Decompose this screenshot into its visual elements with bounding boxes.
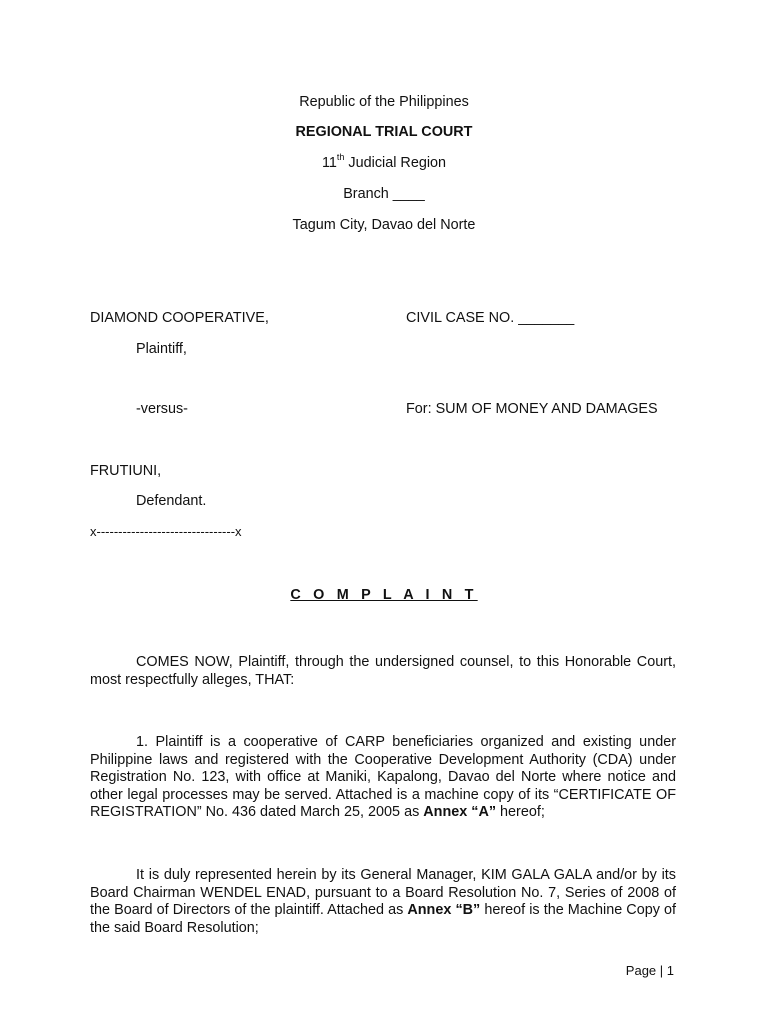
page-number: Page | 1	[625, 963, 674, 978]
complaint-title	[0, 587, 768, 603]
paragraph-2-text: It is duly represented herein by its General Manager, KIM GALA GALA and/or by its Board Chairman WENDEL ENAD, pursuant to a Board Resolution No. 7, Series of 2008 of the Board of Directors of the plaintiff. Attached as	[90, 867, 676, 919]
defendant-label: Defendant.	[136, 493, 207, 509]
plaintiff-label: Plaintiff,	[136, 341, 187, 357]
court-name: REGIONAL TRIAL COURT	[295, 124, 473, 140]
paragraph-2	[90, 867, 676, 937]
paragraph-1	[90, 734, 676, 822]
case-nature: For: SUM OF MONEY AND DAMAGES	[406, 401, 658, 417]
versus-label: -versus-	[136, 401, 188, 417]
intro-text: COMES NOW, Plaintiff, through the undersigned counsel, to this Honorable Court, most respectfully alleges, THAT:	[90, 654, 676, 688]
region-text: Judicial Region	[344, 155, 447, 171]
branch-line: Branch ____	[343, 186, 425, 202]
paragraph-1-end: hereof;	[496, 804, 545, 821]
intro-paragraph	[90, 654, 676, 689]
caption-separator: x--------------------------------x	[90, 524, 242, 539]
republic-line: Republic of the Philippines	[299, 94, 469, 110]
annex-a-label: Annex “A”	[423, 804, 497, 821]
paragraph-1-text: 1. Plaintiff is a cooperative of CARP beneficiaries organized and existing under Philippine laws and registered with the Cooperative Development Authority (CDA) under Registration No. 123, with office at Maniki, Kapalong, Davao del Norte where notice and other legal processes may be served. Attached is a machine copy of its “CERTIFICATE OF REGISTRATION” No. 436 dated March 25, 2005 as	[90, 734, 676, 821]
complaint-title-text: C O M P L A I N T	[290, 587, 478, 603]
region-suffix: th	[336, 152, 345, 163]
paragraph-2-end: hereof is the Machine Copy of the said Board Resolution;	[90, 902, 676, 936]
plaintiff-name: DIAMOND COOPERATIVE,	[90, 310, 269, 326]
region-number: 11	[321, 155, 337, 171]
city-line: Tagum City, Davao del Norte	[292, 217, 476, 233]
judicial-region	[0, 152, 768, 171]
defendant-name: FRUTIUNI,	[90, 463, 162, 479]
civil-case-number: CIVIL CASE NO. _______	[406, 310, 575, 326]
annex-b-label: Annex “B”	[407, 902, 481, 919]
